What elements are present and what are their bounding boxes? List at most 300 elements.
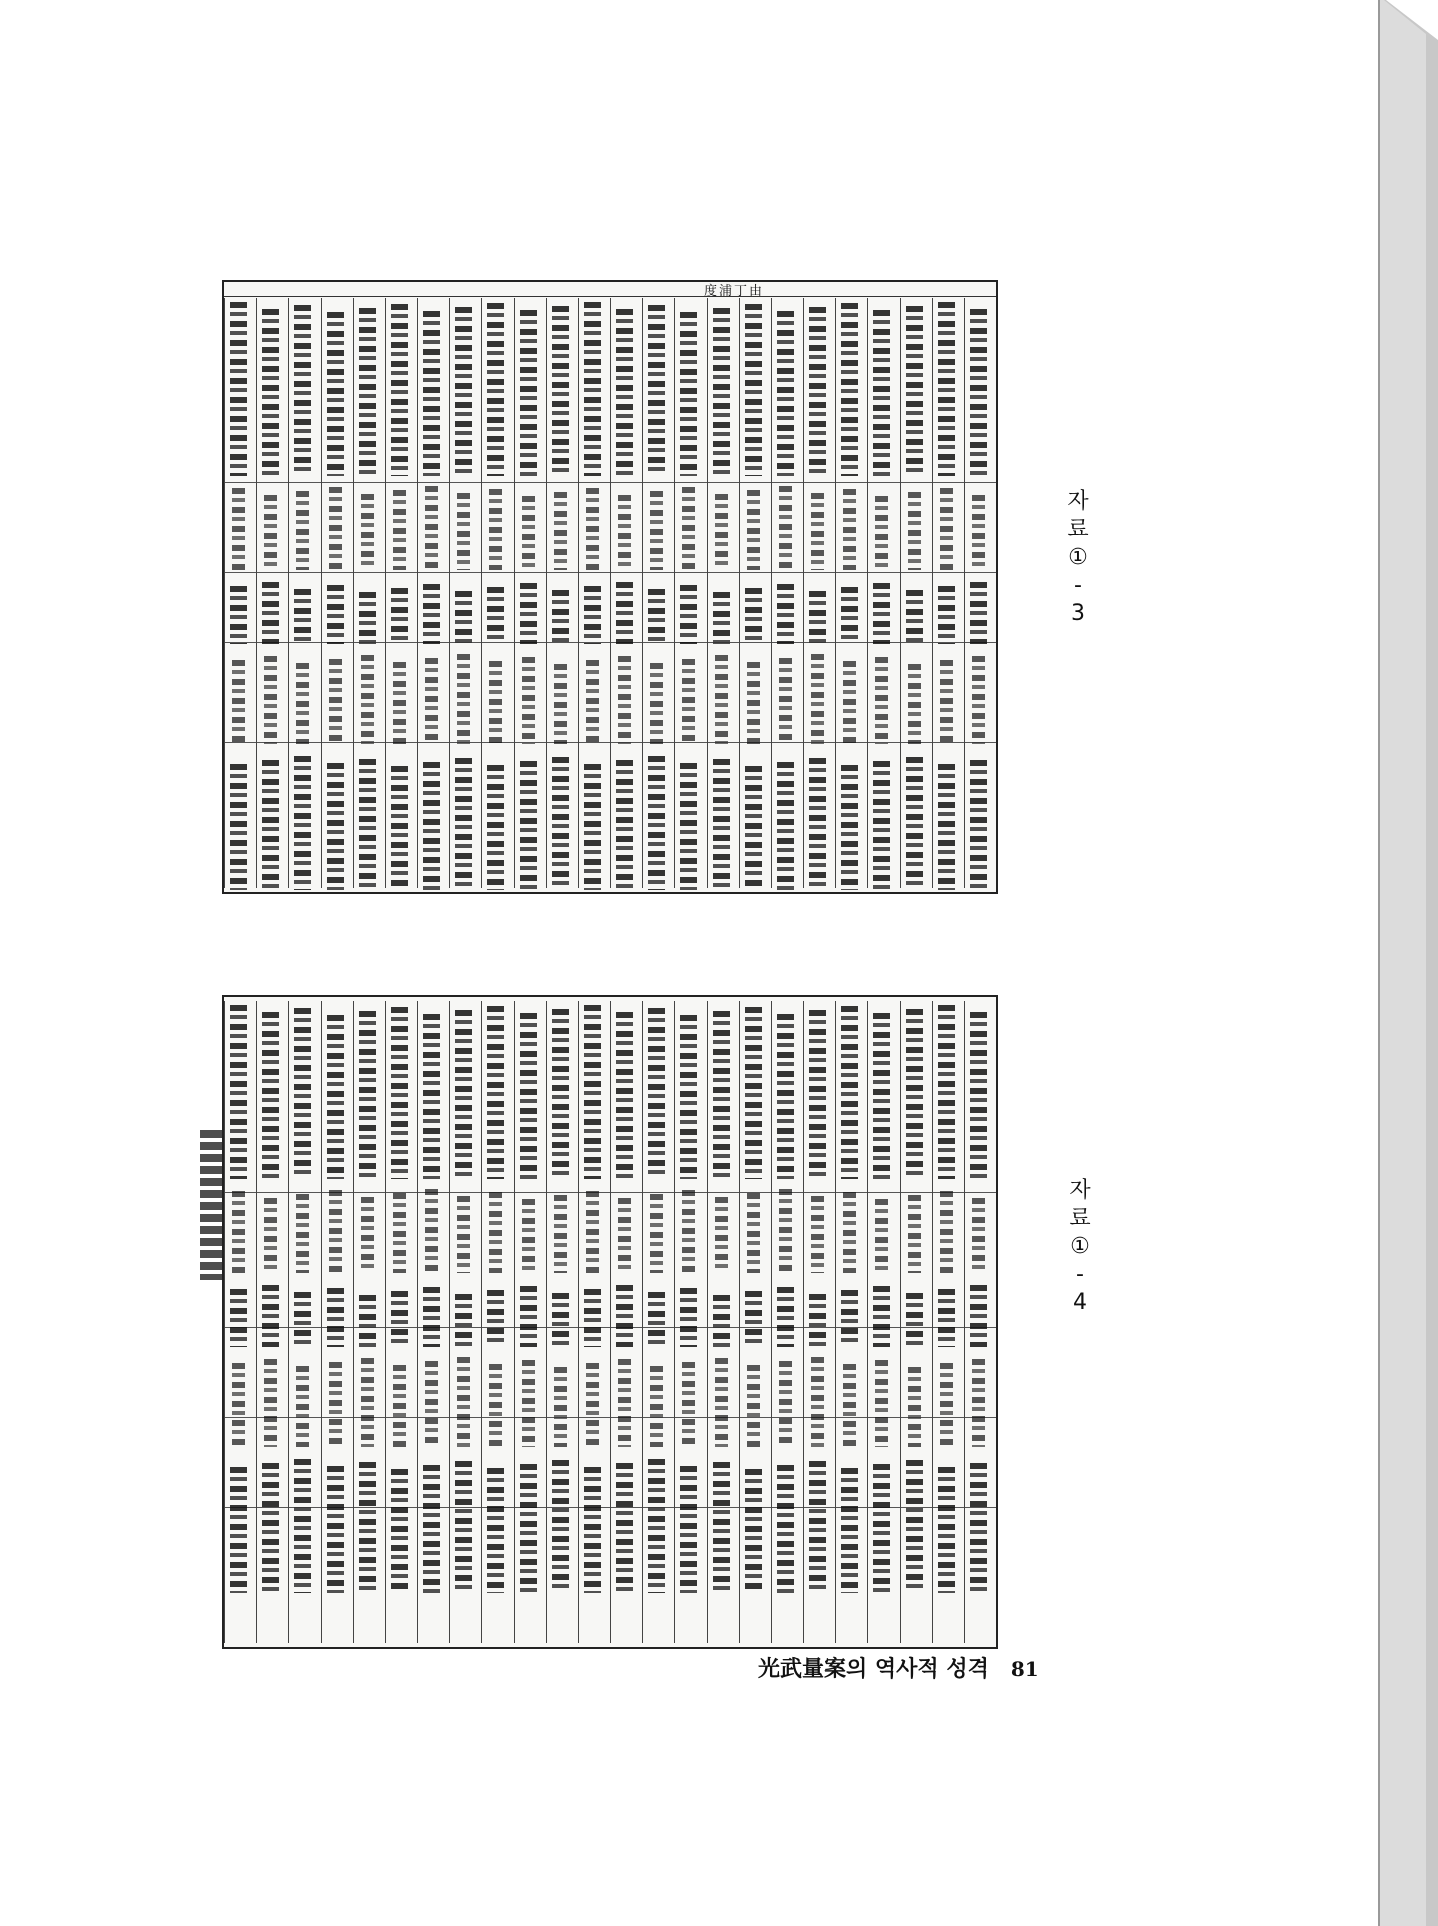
handwriting-mark — [650, 1366, 663, 1447]
handwriting-mark — [294, 756, 311, 890]
handwriting-mark — [873, 1464, 890, 1593]
ledger-column — [417, 298, 450, 888]
handwriting-mark — [391, 766, 408, 890]
handwriting-mark — [423, 311, 440, 476]
handwriting-mark — [908, 664, 921, 744]
handwriting-mark — [264, 656, 277, 744]
handwriting-mark — [841, 765, 858, 890]
handwriting-mark — [906, 1460, 923, 1593]
handwriting-mark — [329, 659, 342, 744]
handwriting-mark — [264, 1359, 277, 1447]
ledger-column — [900, 298, 933, 888]
handwriting-mark — [361, 1358, 374, 1447]
handwriting-mark — [554, 1195, 567, 1273]
handwriting-mark — [522, 657, 535, 744]
caption-circled-number: ① — [1070, 1234, 1090, 1259]
ledger-column — [642, 1001, 675, 1643]
handwriting-mark — [875, 1360, 888, 1447]
handwriting-mark — [294, 589, 311, 644]
ledger-column — [256, 1001, 289, 1643]
handwriting-mark — [391, 1007, 408, 1179]
handwriting-mark — [457, 1196, 470, 1273]
handwriting-mark — [906, 757, 923, 890]
handwriting-mark — [361, 655, 374, 744]
handwriting-mark — [487, 765, 504, 890]
handwriting-mark — [232, 1363, 245, 1447]
ledger-column — [578, 1001, 611, 1643]
handwriting-mark — [680, 1288, 697, 1347]
handwriting-mark — [873, 1286, 890, 1347]
ledger-column — [385, 298, 418, 888]
handwriting-mark — [329, 1190, 342, 1273]
handwriting-mark — [423, 1014, 440, 1179]
handwriting-mark — [713, 308, 730, 476]
ledger-column — [932, 298, 965, 888]
handwriting-mark — [584, 586, 601, 644]
handwriting-mark — [584, 302, 601, 476]
handwriting-mark — [873, 761, 890, 890]
handwriting-mark — [745, 1291, 762, 1347]
handwriting-mark — [745, 1469, 762, 1593]
handwriting-mark — [359, 592, 376, 644]
handwriting-mark — [522, 496, 535, 570]
caption-char: 료 — [1069, 1206, 1091, 1231]
ledger-header-strip — [224, 282, 996, 297]
handwriting-mark — [908, 492, 921, 570]
handwriting-mark — [457, 1357, 470, 1447]
ledger-column — [288, 298, 321, 888]
handwriting-mark — [715, 1358, 728, 1447]
handwriting-mark — [329, 1362, 342, 1447]
handwriting-mark — [391, 588, 408, 644]
handwriting-mark — [938, 1005, 955, 1179]
handwriting-mark — [938, 1289, 955, 1347]
handwriting-mark — [262, 309, 279, 476]
ledger-column — [964, 1001, 997, 1643]
ledger-column — [900, 1001, 933, 1643]
handwriting-mark — [747, 1193, 760, 1273]
handwriting-mark — [359, 1295, 376, 1347]
handwriting-mark — [457, 654, 470, 744]
handwriting-mark — [713, 1295, 730, 1347]
handwriting-mark — [294, 1459, 311, 1593]
handwriting-mark — [264, 495, 277, 570]
handwriting-mark — [359, 1462, 376, 1593]
handwriting-mark — [584, 1467, 601, 1593]
ledger-column — [739, 298, 772, 888]
page-number: 81 — [1010, 1657, 1039, 1681]
handwriting-mark — [747, 662, 760, 744]
handwriting-mark — [843, 489, 856, 570]
handwriting-mark — [489, 1192, 502, 1273]
ledger-column — [964, 298, 997, 888]
handwriting-mark — [554, 664, 567, 744]
ledger-column — [224, 298, 257, 888]
handwriting-mark — [779, 486, 792, 570]
handwriting-mark — [327, 312, 344, 476]
ledger-column — [321, 298, 354, 888]
ledger-column — [481, 1001, 514, 1643]
handwriting-mark — [294, 1292, 311, 1347]
handwriting-mark — [809, 1010, 826, 1179]
handwriting-mark — [487, 587, 504, 644]
handwriting-mark — [650, 491, 663, 570]
ledger-column — [385, 1001, 418, 1643]
handwriting-mark — [680, 1466, 697, 1593]
handwriting-mark — [359, 308, 376, 476]
handwriting-mark — [616, 309, 633, 476]
handwriting-mark — [650, 1194, 663, 1273]
handwriting-mark — [938, 764, 955, 890]
ledger-column — [481, 298, 514, 888]
ledger-column — [610, 298, 643, 888]
caption-dash: - — [1074, 573, 1082, 598]
handwriting-mark — [391, 1469, 408, 1593]
handwriting-mark — [296, 491, 309, 570]
handwriting-mark — [423, 1287, 440, 1347]
ledger-column — [707, 298, 740, 888]
handwriting-mark — [262, 1012, 279, 1179]
handwriting-mark — [522, 1199, 535, 1273]
caption-figure-1-4 — [1060, 1177, 1100, 1317]
caption-circled-number: ① — [1068, 545, 1088, 570]
handwriting-mark — [327, 1288, 344, 1347]
handwriting-mark — [393, 1365, 406, 1447]
handwriting-mark — [779, 658, 792, 744]
page-stack-edge — [1378, 0, 1438, 1926]
handwriting-mark — [648, 305, 665, 476]
handwriting-mark — [230, 1467, 247, 1593]
handwriting-mark — [487, 1006, 504, 1179]
handwriting-mark — [680, 763, 697, 890]
handwriting-mark — [232, 660, 245, 744]
ledger-column — [417, 1001, 450, 1643]
handwriting-mark — [972, 1359, 985, 1447]
handwriting-mark — [970, 1012, 987, 1179]
ledger-column — [707, 1001, 740, 1643]
handwriting-mark — [586, 660, 599, 744]
handwriting-mark — [552, 306, 569, 476]
handwriting-mark — [586, 488, 599, 570]
handwriting-mark — [586, 1363, 599, 1447]
handwriting-mark — [938, 1467, 955, 1593]
handwriting-mark — [361, 1197, 374, 1273]
handwriting-mark — [584, 764, 601, 890]
handwriting-mark — [970, 760, 987, 890]
handwriting-mark — [908, 1195, 921, 1273]
handwriting-mark — [455, 307, 472, 476]
handwriting-mark — [745, 304, 762, 476]
ledger-column — [224, 1001, 257, 1643]
handwriting-mark — [682, 1190, 695, 1273]
caption-figure-1-3 — [1058, 488, 1098, 628]
handwriting-mark — [682, 1362, 695, 1447]
handwriting-mark — [359, 1011, 376, 1179]
handwriting-mark — [713, 1462, 730, 1593]
ledger-column — [642, 298, 675, 888]
handwriting-mark — [327, 585, 344, 644]
handwriting-mark — [586, 1191, 599, 1273]
handwriting-mark — [713, 592, 730, 644]
handwriting-mark — [522, 1360, 535, 1447]
handwriting-mark — [680, 312, 697, 476]
handwriting-mark — [230, 1289, 247, 1347]
handwriting-mark — [715, 655, 728, 744]
handwriting-mark — [552, 590, 569, 644]
handwriting-mark — [616, 1463, 633, 1593]
handwriting-mark — [520, 1286, 537, 1347]
handwriting-mark — [487, 303, 504, 476]
handwriting-mark — [648, 1008, 665, 1179]
handwriting-mark — [327, 1466, 344, 1593]
ledger-column — [835, 1001, 868, 1643]
handwriting-mark — [294, 305, 311, 476]
handwriting-mark — [906, 1293, 923, 1347]
handwriting-mark — [393, 1193, 406, 1273]
handwriting-mark — [843, 1364, 856, 1447]
handwriting-mark — [425, 1189, 438, 1273]
handwriting-mark — [841, 303, 858, 476]
handwriting-mark — [618, 1359, 631, 1447]
handwriting-mark — [875, 1199, 888, 1273]
ledger-column — [449, 298, 482, 888]
handwriting-mark — [906, 306, 923, 476]
handwriting-mark — [777, 762, 794, 890]
handwriting-mark — [232, 1191, 245, 1273]
running-title: 光武量案의 역사적 성격 — [758, 1656, 989, 1682]
handwriting-mark — [616, 582, 633, 644]
handwriting-mark — [777, 584, 794, 644]
page-footer — [758, 1652, 1039, 1683]
handwriting-mark — [940, 488, 953, 570]
handwriting-mark — [908, 1367, 921, 1447]
handwriting-mark — [873, 583, 890, 644]
seal-stamp — [200, 1130, 222, 1280]
handwriting-mark — [841, 1006, 858, 1179]
caption-char: 자 — [1069, 1178, 1091, 1203]
handwriting-mark — [618, 656, 631, 744]
handwriting-mark — [262, 582, 279, 644]
ledger-column — [867, 298, 900, 888]
handwriting-mark — [970, 1285, 987, 1347]
handwriting-mark — [230, 764, 247, 890]
ledger-scan-bottom — [222, 995, 998, 1649]
handwriting-mark — [682, 487, 695, 570]
handwriting-mark — [779, 1361, 792, 1447]
ledger-column — [546, 298, 579, 888]
handwriting-mark — [393, 490, 406, 570]
handwriting-mark — [777, 311, 794, 476]
handwriting-mark — [425, 486, 438, 570]
handwriting-mark — [329, 487, 342, 570]
ledger-column — [835, 298, 868, 888]
handwriting-mark — [327, 1015, 344, 1179]
handwriting-mark — [648, 589, 665, 644]
handwriting-mark — [843, 661, 856, 744]
handwriting-mark — [487, 1290, 504, 1347]
handwriting-mark — [262, 1285, 279, 1347]
handwriting-mark — [777, 1014, 794, 1179]
handwriting-mark — [584, 1005, 601, 1179]
handwriting-mark — [811, 1357, 824, 1447]
handwriting-mark — [715, 1197, 728, 1273]
handwriting-mark — [841, 1468, 858, 1593]
ledger-column — [932, 1001, 965, 1643]
ledger-column — [353, 1001, 386, 1643]
handwriting-mark — [616, 1285, 633, 1347]
handwriting-mark — [713, 759, 730, 890]
handwriting-mark — [425, 658, 438, 744]
caption-char: 자 — [1067, 489, 1089, 514]
ledger-column — [771, 1001, 804, 1643]
handwriting-mark — [875, 657, 888, 744]
ledger-column — [739, 1001, 772, 1643]
ledger-column — [803, 1001, 836, 1643]
handwriting-mark — [423, 762, 440, 890]
handwriting-mark — [489, 661, 502, 744]
handwriting-mark — [393, 662, 406, 744]
handwriting-mark — [391, 1291, 408, 1347]
handwriting-mark — [747, 490, 760, 570]
handwriting-mark — [455, 1010, 472, 1179]
handwriting-mark — [552, 1293, 569, 1347]
handwriting-mark — [809, 1461, 826, 1593]
handwriting-mark — [875, 496, 888, 570]
handwriting-mark — [809, 591, 826, 644]
handwriting-mark — [680, 585, 697, 644]
handwriting-mark — [618, 1198, 631, 1273]
handwriting-mark — [713, 1011, 730, 1179]
caption-number: 3 — [1071, 601, 1085, 626]
handwriting-mark — [970, 582, 987, 644]
handwriting-mark — [777, 1287, 794, 1347]
handwriting-mark — [232, 488, 245, 570]
handwriting-mark — [264, 1198, 277, 1273]
handwriting-mark — [391, 304, 408, 476]
handwriting-mark — [520, 310, 537, 476]
handwriting-mark — [809, 1294, 826, 1347]
ledger-scan-top — [222, 280, 998, 894]
handwriting-mark — [972, 1198, 985, 1273]
handwriting-mark — [811, 1196, 824, 1273]
handwriting-mark — [779, 1189, 792, 1273]
handwriting-mark — [230, 586, 247, 644]
handwriting-mark — [616, 760, 633, 890]
handwriting-mark — [940, 1191, 953, 1273]
handwriting-mark — [972, 495, 985, 570]
handwriting-mark — [489, 489, 502, 570]
handwriting-mark — [618, 495, 631, 570]
handwriting-mark — [648, 1459, 665, 1593]
handwriting-mark — [296, 1366, 309, 1447]
ledger-header-label: 度浦丁由 — [704, 284, 765, 299]
handwriting-mark — [584, 1289, 601, 1347]
handwriting-mark — [425, 1361, 438, 1447]
handwriting-mark — [616, 1012, 633, 1179]
ledger-column — [449, 1001, 482, 1643]
handwriting-mark — [938, 302, 955, 476]
handwriting-mark — [843, 1192, 856, 1273]
handwriting-mark — [972, 656, 985, 744]
handwriting-mark — [841, 587, 858, 644]
handwriting-mark — [423, 1465, 440, 1593]
handwriting-mark — [648, 756, 665, 890]
handwriting-mark — [841, 1290, 858, 1347]
handwriting-mark — [554, 1367, 567, 1447]
handwriting-mark — [520, 761, 537, 890]
handwriting-mark — [455, 591, 472, 644]
handwriting-mark — [809, 307, 826, 476]
ledger-column — [514, 1001, 547, 1643]
ledger-column — [514, 298, 547, 888]
handwriting-mark — [715, 494, 728, 570]
handwriting-mark — [940, 660, 953, 744]
handwriting-mark — [970, 1463, 987, 1593]
ledger-column — [674, 298, 707, 888]
handwriting-mark — [552, 757, 569, 890]
handwriting-mark — [520, 583, 537, 644]
handwriting-mark — [811, 654, 824, 744]
handwriting-mark — [680, 1015, 697, 1179]
ledger-column — [321, 1001, 354, 1643]
handwriting-mark — [747, 1365, 760, 1447]
ledger-column — [288, 1001, 321, 1643]
handwriting-mark — [327, 763, 344, 890]
handwriting-mark — [809, 758, 826, 890]
ledger-column — [546, 1001, 579, 1643]
handwriting-mark — [938, 586, 955, 644]
handwriting-mark — [489, 1364, 502, 1447]
handwriting-mark — [682, 659, 695, 744]
handwriting-mark — [873, 1013, 890, 1179]
handwriting-mark — [361, 494, 374, 570]
handwriting-mark — [487, 1468, 504, 1593]
handwriting-mark — [650, 663, 663, 744]
handwriting-mark — [873, 310, 890, 476]
handwriting-mark — [423, 584, 440, 644]
handwriting-mark — [296, 1194, 309, 1273]
handwriting-mark — [455, 1461, 472, 1593]
caption-dash: - — [1076, 1262, 1084, 1287]
handwriting-mark — [906, 1009, 923, 1179]
handwriting-mark — [906, 590, 923, 644]
ledger-column — [771, 298, 804, 888]
handwriting-mark — [296, 663, 309, 744]
handwriting-mark — [520, 1013, 537, 1179]
ledger-column — [610, 1001, 643, 1643]
handwriting-mark — [294, 1008, 311, 1179]
ledger-column — [867, 1001, 900, 1643]
handwriting-mark — [745, 1007, 762, 1179]
handwriting-mark — [554, 492, 567, 570]
handwriting-mark — [940, 1363, 953, 1447]
ledger-column — [674, 1001, 707, 1643]
handwriting-mark — [970, 309, 987, 476]
handwriting-mark — [455, 758, 472, 890]
handwriting-mark — [648, 1292, 665, 1347]
caption-number: 4 — [1073, 1290, 1087, 1315]
handwriting-mark — [262, 760, 279, 890]
handwriting-mark — [230, 302, 247, 476]
caption-char: 료 — [1067, 517, 1089, 542]
handwriting-mark — [230, 1005, 247, 1179]
handwriting-mark — [745, 588, 762, 644]
handwriting-mark — [777, 1465, 794, 1593]
ledger-column — [578, 298, 611, 888]
ledger-column — [353, 298, 386, 888]
handwriting-mark — [359, 759, 376, 890]
handwriting-mark — [552, 1009, 569, 1179]
